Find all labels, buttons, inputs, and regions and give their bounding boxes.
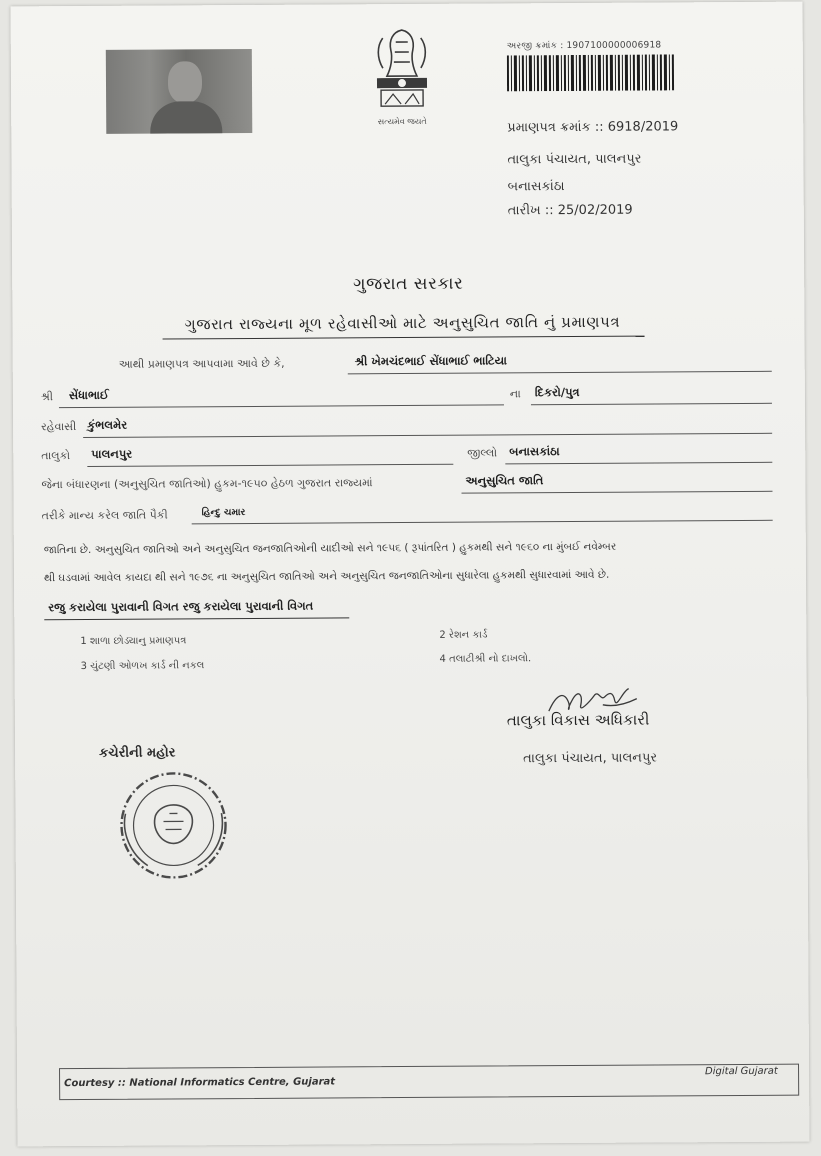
taluka-value: પાલનપુર	[91, 446, 133, 461]
issue-date: તારીખ :: 25/02/2019	[507, 202, 633, 219]
title-underline	[163, 336, 645, 340]
certificate-title: ગુજરાત રાજ્યના મૂળ રહેવાસીઓ માટે અનુસુચિત જાતિ નું પ્રમાણપત્ર	[184, 312, 621, 334]
district-line	[505, 462, 772, 465]
district-label: જીલ્લો	[467, 446, 498, 460]
state-emblem-icon	[363, 24, 442, 116]
proof-item-3: 3 ચુંટણી ઓળખ કાર્ડ ની નકલ	[80, 660, 205, 673]
taluka-line	[87, 464, 453, 467]
barcode	[507, 54, 675, 91]
emblem-motto: સત્યમેવ જયતે	[377, 116, 427, 127]
signatory-office: તાલુકા પંચાયત, પાલનપુર	[523, 750, 658, 767]
certificate-paragraph	[44, 532, 774, 592]
father-name: સેંધાભાઈ	[68, 387, 109, 403]
order-label: જેના બંધારણના (અનુસુચિત જાતિઓ) હુકમ-૧૯૫૦ હેઠળ ગુજરાત રાજ્યમાં	[41, 476, 373, 492]
issuing-district: બનાસકાંઠા	[507, 179, 565, 195]
resident-value: કુંભલમેર	[87, 417, 128, 432]
application-number: અરજી ક્રમાંક : 1907100000006918	[506, 40, 662, 52]
resident-label: રહેવાસી	[41, 420, 77, 434]
proofs-heading: રજુ કરાયેલા પુરાવાની વિગત રજુ કરાયેલા પુરાવાની વિગત	[48, 598, 314, 615]
government-title: ગુજરાત સરકાર	[353, 273, 464, 295]
taluka-label: તાલુકો	[41, 449, 71, 463]
proof-item-1: 1 શાળા છોડ્યાનુ પ્રમાણપત્ર	[80, 635, 187, 648]
holder-name-line	[348, 371, 772, 375]
holder-name: શ્રી ખેમચંદભાઈ સેંધાભાઈ ભાટિયા	[354, 353, 507, 369]
proof-item-2: 2 રેશન કાર્ડ	[439, 629, 488, 641]
proofs-heading-underline	[44, 617, 349, 620]
paragraph-line-1: જાતિના છે. અનુસુચિત જાતિઓ અને અનુસુચિત જનજાતિઓની યાદીઓ સને ૧૯૫૬ ( રૂપાંતરિત ) હુકમથી સને ૧૯૬૦ ના મુંબઈ નવેમ્બર	[43, 540, 617, 557]
issuing-office: તાલુકા પંચાયત, પાલનપુર	[507, 151, 642, 168]
signatory-title: તાલુકા વિકાસ અધિકારી	[506, 710, 650, 730]
footer-courtesy: Courtesy :: National Informatics Centre, Gujarat	[64, 1076, 336, 1090]
proof-item-4: 4 તલાટીશ્રી નો દાખલો.	[439, 653, 532, 665]
caste-value: હિન્દુ ચમાર	[201, 507, 246, 519]
office-stamp-label: કચેરીની મહોર	[99, 745, 176, 761]
footer-brand: Digital Gujarat	[705, 1065, 778, 1078]
father-name-line	[59, 404, 504, 408]
father-label: શ્રી	[40, 390, 54, 404]
office-seal	[85, 743, 256, 879]
order-line	[462, 491, 773, 494]
applicant-photo	[106, 49, 253, 134]
district-value: બનાસકાંઠા	[509, 444, 560, 459]
caste-label: તરીકે માન્ય કરેલ જાતિ પૈકી	[41, 508, 168, 523]
caste-line	[192, 520, 773, 525]
certificate-page	[11, 2, 810, 1147]
relation-label: ના	[509, 387, 521, 401]
relation-line	[531, 403, 772, 405]
order-value: અનુસુચિત જાતિ	[465, 473, 544, 488]
paragraph-line-2: થી ઘડવામાં આવેલ કાયદા થી સને ૧૯૭૬ ના અનુસુચિત જાતિઓ અને અનુસુચિત જનજાતિઓના સુધારેલા હુકમથી સુધારવામાં આવે છે.	[43, 568, 610, 585]
intro-label: આથી પ્રમાણપત્ર આપવામા આવે છે કે,	[118, 356, 285, 371]
relation-value: દિકરો/પુત્ર	[534, 384, 580, 400]
certificate-number: પ્રમાણપત્ર ક્રમાંક :: 6918/2019	[507, 119, 679, 136]
resident-line	[83, 433, 772, 438]
